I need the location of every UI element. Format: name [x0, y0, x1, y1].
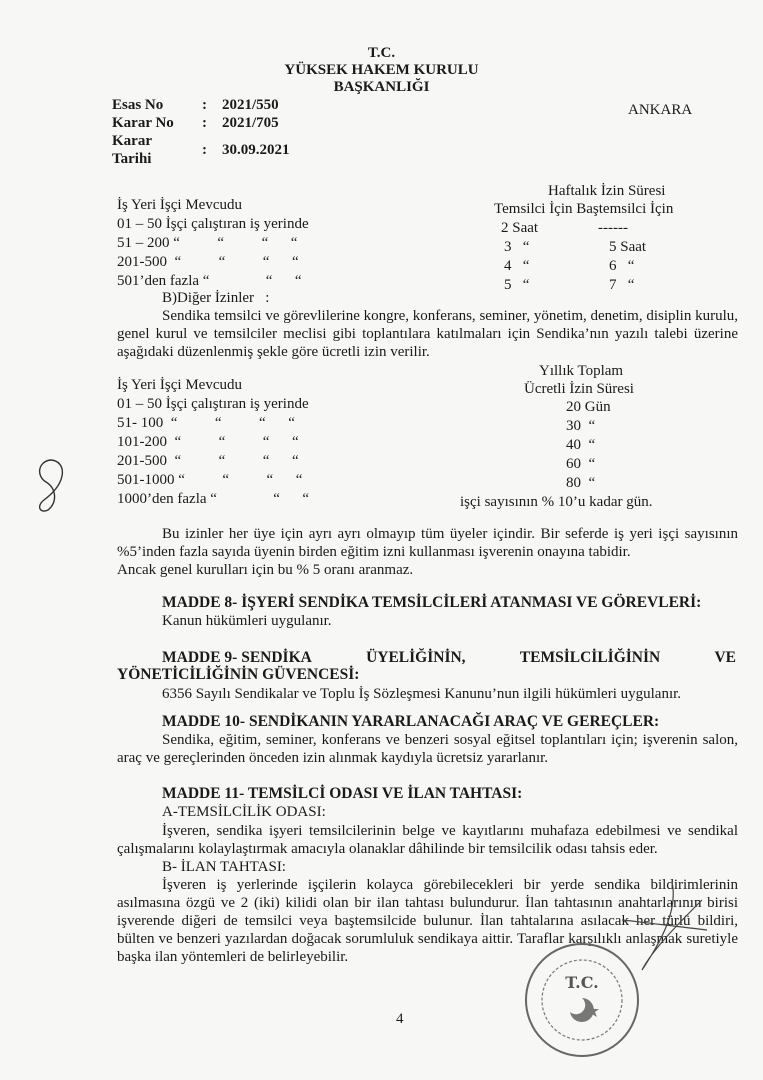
- madde11-sub-a: A-TEMSİLCİLİK ODASI:: [162, 804, 326, 820]
- meta-label: Karar Tarihi: [112, 133, 152, 167]
- table2-value: 20 Gün: [566, 399, 611, 415]
- meta-label: Karar No: [112, 115, 174, 131]
- case-meta: [112, 96, 300, 168]
- meta-label: Esas No: [112, 97, 164, 113]
- table1-row: 201-500 “ “ “ “: [117, 254, 299, 270]
- table2-row: 1000’den fazla “ “ “: [117, 491, 310, 507]
- madde9-word: MADDE 9- SENDİKA: [162, 649, 312, 666]
- madde11-body-a: İşveren, sendika işyeri temsilcilerinin belge ve kayıtlarını muhafaza edebilmesi ve sendikal çalışmalarını kolaylaştırmak amacıyla olanaklar dâhilinde bir temsilcilik odası tahsis eder.: [117, 823, 738, 857]
- header-institution: YÜKSEK HAKEM KURULU: [284, 62, 479, 78]
- madde10-title: MADDE 10- SENDİKANIN YARARLANACAĞI ARAÇ VE GEREÇLER:: [162, 713, 660, 730]
- table1-head-value: 7 “: [609, 277, 635, 293]
- table1-rep-value: 3 “: [504, 239, 530, 255]
- header-tc: T.C.: [367, 45, 396, 61]
- table1-head-value: 5 Saat: [609, 239, 647, 255]
- table1-row: 01 – 50 İşçi çalıştıran iş yerinde: [117, 216, 309, 232]
- meta-row-date: [112, 132, 300, 168]
- svg-text:T.C.: T.C.: [565, 973, 599, 992]
- madde10-body: Sendika, eğitim, seminer, konferans ve benzeri sosyal eğitsel toplantıları için; işverenin salon, araç ve gereçlerinden önceden izin alınmak kaydıyla ücretsiz yararlanır.: [117, 732, 738, 766]
- table2-value: 80 “: [566, 475, 596, 491]
- meta-row-esas: [112, 96, 300, 114]
- madde9-title-line2: YÖNETİCİLİĞİNİN GÜVENCESİ:: [117, 666, 360, 683]
- header-city: ANKARA: [628, 102, 693, 118]
- note-paragraph-2: Ancak genel kurulları için bu % 5 oranı aranmaz.: [117, 562, 414, 578]
- table1-head-value: ------: [598, 220, 628, 236]
- table2-value: 60 “: [566, 456, 596, 472]
- meta-value: 30.09.2021: [222, 142, 290, 158]
- table1-right-title: Haftalık İzin Süresi: [548, 183, 666, 199]
- table2-value: 30 “: [566, 418, 596, 434]
- madde11-body-b: İşveren iş yerlerinde işçilerin kolayca görebilecekleri bir yerde sendika bildirimlerinin asılmasına özgü ve 2 (iki) kilidi olan bir ilan tahtası bulundurur. İlan tahtasının anahtarlarının birisi işverende diğeri de temsilci veya baştemsilcide bulunur. İlan tahtalarına asılacak her türlü bildiri, bülten ve benzeri yazılardan doğacak sorumluluk sendikaya aittir. Taraflar karşılıklı anlaşmak suretiyle başka ilan yöntemleri de belirleyebilir.: [117, 877, 738, 965]
- table1-right-subtitle: Temsilci İçin Baştemsilci İçin: [494, 201, 674, 217]
- table2-value-last: işçi sayısının % 10’u kadar gün.: [460, 494, 653, 510]
- section-b-paragraph: Sendika temsilci ve görevlilerine kongre, konferans, seminer, yönetim, denetim, disiplin kurulu, genel kurul ve temsilciler meclisi gibi toplantılara katılmaları için Sendika’nın yazılı talebi üzerine aşağıdaki düzenlenmiş şekle göre ücretli izin verilir.: [117, 308, 738, 360]
- table2-right-subtitle: Ücretli İzin Süresi: [524, 381, 634, 397]
- table2-left-header: İş Yeri İşçi Mevcudu: [117, 377, 242, 393]
- handwritten-mark-icon: [30, 456, 70, 516]
- madde9-word: ÜYELİĞİNİN,: [366, 649, 466, 666]
- table2-row: 01 – 50 İşçi çalıştıran iş yerinde: [117, 396, 309, 412]
- meta-sep: :: [202, 115, 207, 131]
- section-b-title: B)Diğer İzinler :: [162, 290, 270, 306]
- meta-value: 2021/550: [222, 97, 279, 113]
- table1-rep-value: 4 “: [504, 258, 530, 274]
- madde9-title-line1: [162, 649, 736, 667]
- madde11-sub-b: B- İLAN TAHTASI:: [162, 859, 286, 875]
- table2-right-title: Yıllık Toplam: [539, 363, 624, 379]
- madde9-word: VE: [714, 649, 736, 666]
- header-presidency: BAŞKANLIĞI: [333, 79, 430, 95]
- meta-value: 2021/705: [222, 115, 279, 131]
- table1-left-header: İş Yeri İşçi Mevcudu: [117, 197, 242, 213]
- table1-row: 501’den fazla “ “ “: [117, 273, 302, 289]
- madde9-word: TEMSİLCİLİĞİNİN: [519, 649, 661, 666]
- madde9-body: 6356 Sayılı Sendikalar ve Toplu İş Sözleşmesi Kanunu’nun ilgili hükümleri uygulanır.: [162, 686, 682, 702]
- madde11-title: MADDE 11- TEMSİLCİ ODASI VE İLAN TAHTASI:: [162, 785, 523, 802]
- meta-sep: :: [202, 97, 207, 113]
- madde8-body: Kanun hükümleri uygulanır.: [162, 613, 332, 629]
- table1-rep-value: 2 Saat: [501, 220, 539, 236]
- table1-head-value: 6 “: [609, 258, 635, 274]
- official-stamp-icon: [522, 940, 642, 1060]
- note-paragraph: Bu izinler her üye için ayrı ayrı olmayıp tüm üyeler içindir. Bir seferde iş yeri işçi sayısının %5’inden fazla sayıda üyenin birden eğitim izni kullanması işverenin onayına tabidir.: [117, 526, 738, 560]
- meta-row-karar: [112, 114, 300, 132]
- table1-row: 51 – 200 “ “ “ “: [117, 235, 298, 251]
- table2-row: 201-500 “ “ “ “: [117, 453, 299, 469]
- table1-rep-value: 5 “: [504, 277, 530, 293]
- madde8-title: MADDE 8- İŞYERİ SENDİKA TEMSİLCİLERİ ATANMASI VE GÖREVLERİ:: [162, 594, 702, 611]
- page-number: 4: [396, 1011, 404, 1027]
- table2-row: 51- 100 “ “ “ “: [117, 415, 295, 431]
- meta-sep: :: [202, 142, 207, 158]
- table2-row: 501-1000 “ “ “ “: [117, 472, 303, 488]
- table2-value: 40 “: [566, 437, 596, 453]
- table2-row: 101-200 “ “ “ “: [117, 434, 299, 450]
